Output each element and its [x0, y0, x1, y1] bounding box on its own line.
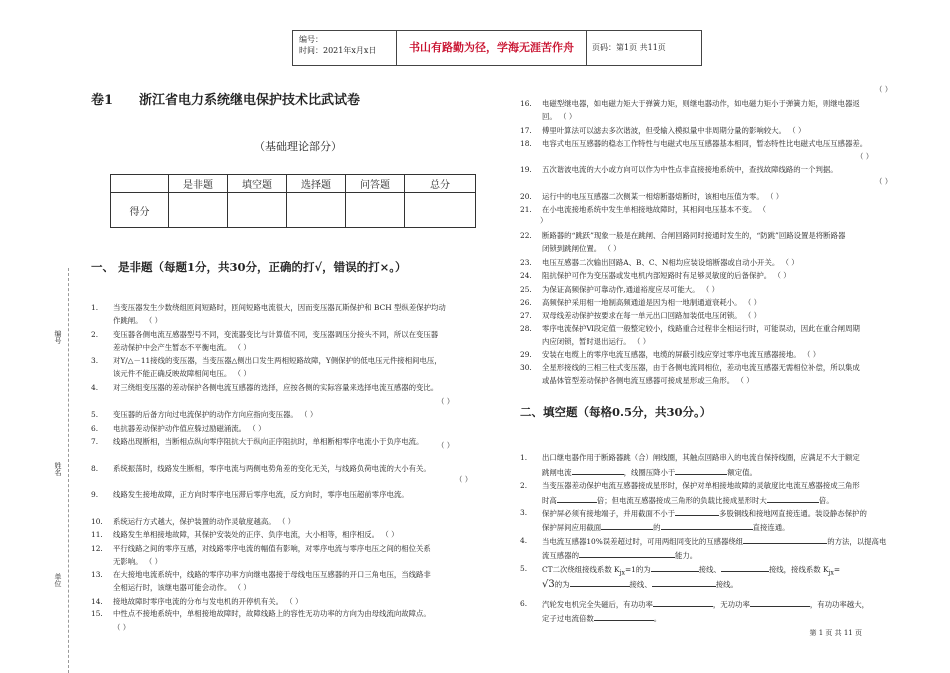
score-col-header: 填空题: [228, 175, 287, 193]
section2-title: 二、填空题（每格0.5分，共30分。）: [520, 405, 712, 419]
answer-mark: （ ）: [875, 177, 893, 186]
question-text: 断路器的“跳跃”现象一般是在跳闸、合闸回路同时接通时发生的，“防跳”回路设置是将断路器: [542, 231, 846, 240]
question-number: 29.: [520, 350, 532, 359]
question-number: 24.: [520, 271, 532, 280]
blank[interactable]: [721, 563, 769, 572]
blank[interactable]: [653, 598, 713, 607]
paper-title-text: 浙江省电力系统继电保护技术比武试卷: [139, 93, 361, 108]
score-cell[interactable]: [405, 193, 476, 228]
question-text: 运行中的电压互感器二次侧某一相熔断器熔断时，该相电压值为零。 （ ）: [542, 192, 784, 201]
question-number: 14.: [91, 597, 103, 606]
question-number: 17.: [520, 126, 532, 135]
question-number: 15.: [91, 609, 103, 618]
question-text: 在大接地电流系统中，线路的零序功率方向继电器接于母线电压互感器的开口三角电压，当线路非: [113, 570, 431, 579]
question-number: 12.: [91, 544, 103, 553]
question-text: 回。 （ ）: [542, 112, 577, 121]
question-number: 25.: [520, 285, 532, 294]
header-page-info: 页码：第1页 共11页: [592, 43, 666, 52]
question-text: 五次谐波电流的大小或方向可以作为中性点非直接接地系统中，查找故障线路的一个判据。: [542, 165, 838, 174]
score-row-label: 得分: [111, 193, 169, 228]
header-meta: [293, 31, 396, 65]
paper-subtitle: （基础理论部分）: [254, 140, 342, 153]
side-label-unit: 单位: [54, 573, 62, 587]
question-text: 接地故障时零序电流的分布与发电机的开停机有关。 （ ）: [113, 597, 303, 606]
score-col-header: 问答题: [346, 175, 405, 193]
question-number: 4.: [91, 383, 99, 392]
blank[interactable]: [750, 598, 810, 607]
question-text: 双母线差动保护按要求在每一单元出口回路加装低电压闭锁。 （ ）: [542, 311, 762, 320]
question-number: 5.: [91, 410, 99, 419]
blank[interactable]: [579, 549, 675, 558]
answer-mark: （ ）: [875, 85, 893, 94]
question-text: 零序电流保护Ⅵ段定值一般整定较小，线路重合过程非全相运行时，可能误动，因此在重合闸周期: [542, 324, 860, 333]
side-label-number: 编号: [54, 330, 62, 344]
question-number: 26.: [520, 298, 532, 307]
question-number: 13.: [91, 570, 103, 579]
question-text: 该元件不能正确反映故障相间电压。 （ ）: [113, 369, 251, 378]
blank[interactable]: [767, 494, 819, 503]
question-number: 11.: [91, 530, 103, 539]
question-number: 1.: [91, 303, 99, 312]
question-text: 电容式电压互感器的稳态工作特性与电磁式电压互感器基本相同，暂态特性比电磁式电压互感器差。: [542, 139, 868, 148]
question-number: 3.: [91, 356, 99, 365]
question-text: 当变压器发生少数绕组匝间短路时，匝间短路电流很大，因而变压器瓦斯保护和 BCH 型纵差保护均动: [113, 303, 446, 312]
binding-line: [68, 268, 69, 673]
question-text: 全相运行时，该继电器可能会动作。 （ ）: [113, 583, 251, 592]
doc-time-label: 时间：2021年x月x日: [299, 46, 377, 55]
blank[interactable]: [572, 466, 624, 475]
question-text: 闭锁到跳闸位置。 （ ）: [542, 244, 621, 253]
question-text: 内应闭锁，暂时退出运行。 （ ）: [542, 337, 651, 346]
blank[interactable]: [594, 612, 654, 621]
side-label-name: 姓名: [54, 462, 62, 476]
question-number: 28.: [520, 324, 532, 333]
question-number: 23.: [520, 258, 532, 267]
question-text: 作跳闸。 （ ）: [113, 316, 163, 325]
question-number: 10.: [91, 517, 103, 526]
question-number: 20.: [520, 192, 532, 201]
question-text: 阻抗保护可作为变压器或发电机内部短路时有足够灵敏度的后备保护。 （ ）: [542, 271, 791, 280]
question-number: 2.: [91, 330, 99, 339]
question-text: 或晶体管型差动保护各侧电流互感器可接成星形或三角形。 （ ）: [542, 376, 754, 385]
question-text: 为保证高频保护可靠动作,通道裕度应尽可能大。 （ ）: [542, 285, 720, 294]
blank[interactable]: [743, 535, 827, 544]
question-text: 电磁型继电器，如电磁力矩大于弹簧力矩，则继电器动作，如电磁力矩小于弹簧力矩，则继电器返: [542, 99, 860, 108]
score-col-header: 是非题: [169, 175, 228, 193]
blank[interactable]: [601, 521, 653, 530]
question-text: 对三绕组变压器的差动保护各侧电流互感器的选择，应按各侧的实际容量来选择电流互感器的变比。: [113, 383, 439, 392]
question-number: 18.: [520, 139, 532, 148]
question-text: 线路出现断相，当断相点纵向零序阻抗大于纵向正序阻抗时，单相断相零序电流小于负序电流。: [113, 437, 424, 446]
answer-mark: （ ）: [455, 475, 473, 484]
question-number: 6.: [91, 424, 99, 433]
score-cell[interactable]: [346, 193, 405, 228]
blank[interactable]: [675, 507, 719, 516]
question-number: 19.: [520, 165, 532, 174]
question-number: 8.: [91, 464, 99, 473]
answer-mark: （ ）: [856, 152, 874, 161]
score-table-corner: [111, 175, 169, 193]
page-footer: 第 1 页 共 11 页: [809, 629, 862, 637]
question-number: 22.: [520, 231, 532, 240]
doc-number-label: 编号：: [299, 35, 323, 44]
question-number: 7.: [91, 437, 99, 446]
answer-mark: （ ）: [437, 397, 455, 406]
question-text: 安装在电缆上的零序电流互感器，电缆的屏蔽引线应穿过零序电流互感器接地。 （ ）: [542, 350, 821, 359]
question-text: （ ）: [113, 623, 131, 632]
question-text: 系统运行方式越大，保护装置的动作灵敏度越高。 （ ）: [113, 517, 296, 526]
question-text: 平行线路之间的零序互感，对线路零序电流的幅值有影响，对零序电流与零序电压之间的相位关系: [113, 544, 431, 553]
question-text: 电压互感器二次输出回路A、B、C、N相均应装设熔断器或自动小开关。 （ ）: [542, 258, 799, 267]
question-text: 全星形接线的三相三柱式变压器，由于各侧电流同相位，差动电流互感器无需相位补偿，所以集成: [542, 363, 860, 372]
score-col-header: 选择题: [287, 175, 346, 193]
question-text: 在小电流接地系统中发生单相接地故障时，其相间电压基本不变。 （: [542, 205, 767, 214]
blank[interactable]: [675, 466, 727, 475]
answer-mark: ）: [540, 216, 548, 225]
question-number: 21.: [520, 205, 532, 214]
question-text: 高频保护采用相一地制高频通道是因为相一地制通道衰耗小。 （ ）: [542, 298, 762, 307]
question-text: 对Y/△－11接线的变压器，当变压器△侧出口发生两相短路故障，Y侧保护的低电压元件接相间电压，: [113, 356, 442, 365]
blank[interactable]: [570, 578, 630, 587]
blank[interactable]: [557, 494, 597, 503]
score-cell[interactable]: [228, 193, 287, 228]
score-col-header: 总分: [405, 175, 476, 193]
question-text: 线路发生接地故障，正方向时零序电压滞后零序电流，反方向时，零序电压超前零序电流。: [113, 490, 409, 499]
question-text: 线路发生单相接地故障，其保护安装处的正序、负序电流，大小相等，相序相反。 （ ）: [113, 530, 399, 539]
question-text: 电抗器差动保护动作值应躲过励磁涌流。 （ ）: [113, 424, 266, 433]
score-cell[interactable]: [169, 193, 228, 228]
question-number: 30.: [520, 363, 532, 372]
question-text: 变压器各侧电流互感器型号不同，变流器变比与计算值不同，变压器调压分接头不同，所以在变压器: [113, 330, 439, 339]
blank[interactable]: [661, 521, 753, 530]
page-header: [292, 30, 702, 66]
question-text: 傅里叶算法可以滤去多次谐波，但受输入模拟量中非周期分量的影响较大。 （ ）: [542, 126, 806, 135]
answer-mark: （ ）: [437, 441, 455, 450]
question-number: 9.: [91, 490, 99, 499]
header-motto: 书山有路勤为径，学海无涯苦作舟: [396, 31, 587, 65]
question-number: 16.: [520, 99, 532, 108]
question-number: 27.: [520, 311, 532, 320]
score-table: [110, 174, 476, 228]
question-text: 差动保护中会产生暂态不平衡电流。 （ ）: [113, 343, 251, 352]
question-text: 变压器的后备方向过电流保护的动作方向应指向变压器。 （ ）: [113, 410, 318, 419]
section1-title: 一、 是非题（每题1分，共30分，正确的打√，错误的打×。）: [91, 260, 407, 274]
score-cell[interactable]: [287, 193, 346, 228]
blank[interactable]: [652, 578, 716, 587]
blank[interactable]: [651, 563, 699, 572]
question-text: 系统振荡时，线路发生断相，零序电流与两侧电势角差的变化无关，与线路负荷电流的大小有关。: [113, 464, 431, 473]
question-text: 无影响。 （ ）: [113, 557, 163, 566]
paper-volume: 卷1: [91, 93, 114, 108]
question-text: 中性点不接地系统中，单相接地故障时，故障线路上的容性无功功率的方向为由母线流向故障点。: [113, 609, 431, 618]
paper-title: [91, 89, 360, 108]
